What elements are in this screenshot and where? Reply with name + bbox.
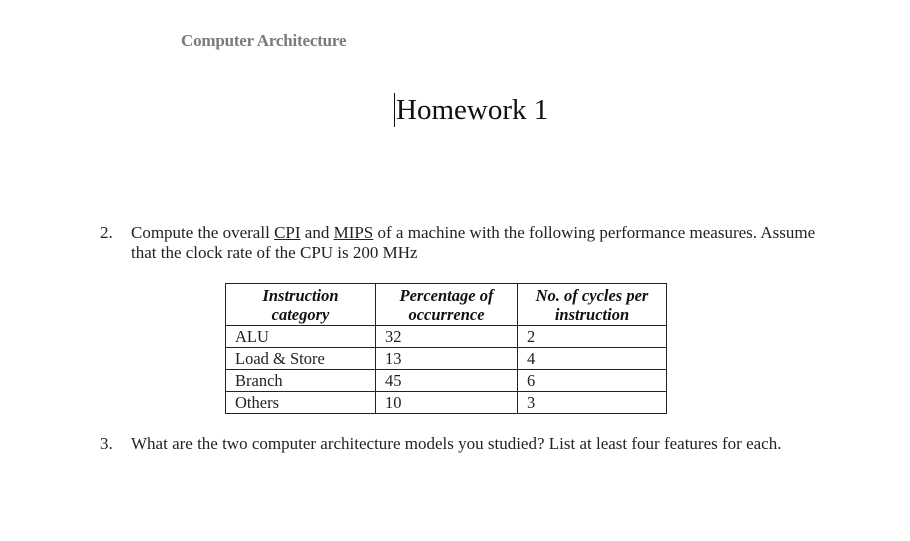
question-3-text: What are the two computer architecture models you studied? List at least four features for each. bbox=[131, 434, 782, 453]
question-2-text-part-1: Compute the overall bbox=[131, 223, 275, 242]
question-2-number: 2. bbox=[100, 223, 113, 242]
percentage-cell: 45 bbox=[376, 370, 518, 392]
category-cell: ALU bbox=[226, 326, 376, 348]
table-row bbox=[226, 326, 667, 348]
question-3-number: 3. bbox=[100, 434, 113, 453]
cycles-cell: 3 bbox=[518, 392, 667, 414]
table-row bbox=[226, 392, 667, 414]
cycles-cell: 4 bbox=[518, 348, 667, 370]
percentage-cell: 10 bbox=[376, 392, 518, 414]
table-row bbox=[226, 348, 667, 370]
percentage-cell: 13 bbox=[376, 348, 518, 370]
performance-table bbox=[225, 283, 667, 414]
mips-term: MIPS bbox=[333, 223, 374, 242]
category-cell: Others bbox=[226, 392, 376, 414]
table-row bbox=[226, 370, 667, 392]
category-cell: Branch bbox=[226, 370, 376, 392]
cpi-term: CPI bbox=[274, 223, 301, 242]
table-header-row bbox=[226, 284, 667, 326]
header-instruction-category: Instruction category bbox=[226, 284, 376, 326]
cycles-cell: 6 bbox=[518, 370, 667, 392]
document-title[interactable]: Homework 1 bbox=[396, 94, 549, 126]
course-header: Computer Architecture bbox=[181, 31, 347, 50]
question-3 bbox=[100, 434, 820, 454]
header-cycles: No. of cycles per instruction bbox=[518, 284, 667, 326]
cycles-cell: 2 bbox=[518, 326, 667, 348]
category-cell: Load & Store bbox=[226, 348, 376, 370]
question-2-text bbox=[131, 223, 820, 263]
question-2 bbox=[100, 223, 820, 263]
header-percentage: Percentage of occurrence bbox=[376, 284, 518, 326]
question-2-text-part-2: of a machine with the following performance measures. Assume that the clock rate of the CPU is 200 MHz bbox=[131, 223, 816, 262]
question-2-text-and: and bbox=[300, 223, 334, 242]
percentage-cell: 32 bbox=[376, 326, 518, 348]
title-area[interactable] bbox=[394, 92, 548, 128]
text-cursor bbox=[394, 93, 395, 127]
